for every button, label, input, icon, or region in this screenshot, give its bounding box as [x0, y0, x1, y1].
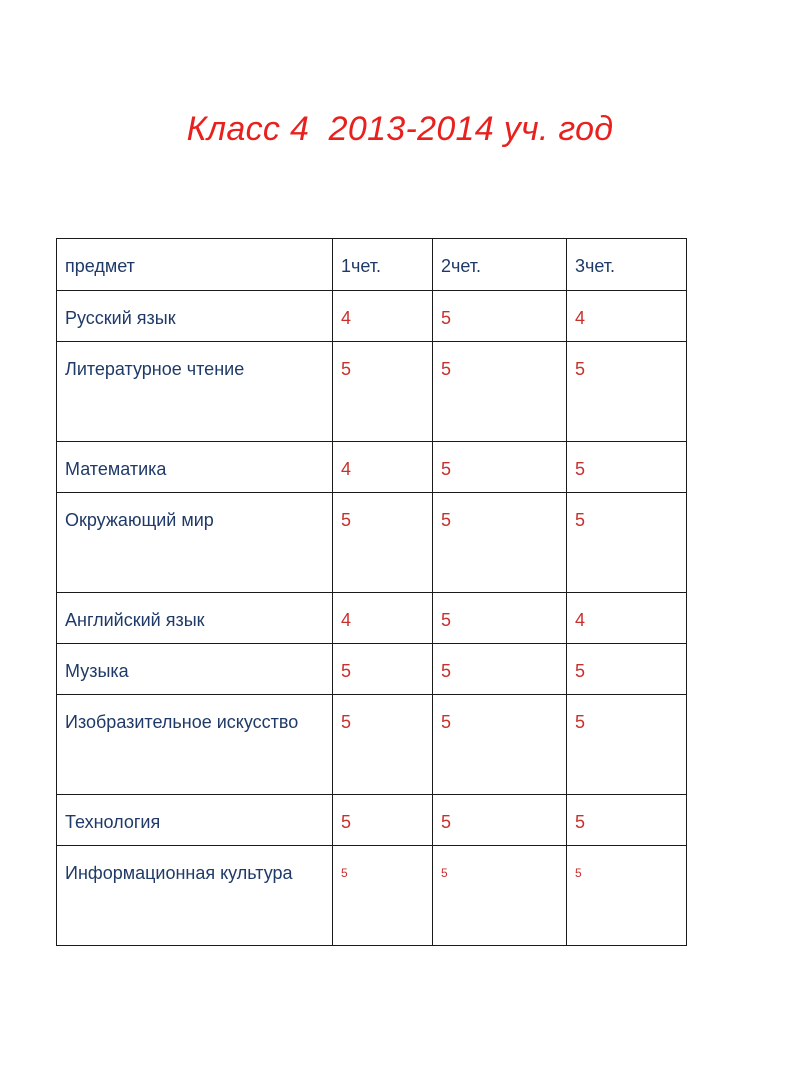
subject-cell: Информационная культура	[57, 846, 333, 946]
table-row	[57, 846, 687, 946]
table-row	[57, 644, 687, 695]
grade-cell: 5	[567, 846, 687, 946]
header-quarter-2: 2чет.	[433, 239, 567, 291]
table-header-row	[57, 239, 687, 291]
subject-cell: Английский язык	[57, 593, 333, 644]
grade-cell: 5	[567, 695, 687, 795]
grade-cell: 4	[567, 291, 687, 342]
grade-cell: 5	[433, 442, 567, 493]
grade-cell: 4	[333, 442, 433, 493]
table-row	[57, 795, 687, 846]
grade-cell: 5	[567, 342, 687, 442]
table-row	[57, 442, 687, 493]
table-row	[57, 695, 687, 795]
header-subject: предмет	[57, 239, 333, 291]
subject-cell: Окружающий мир	[57, 493, 333, 593]
subject-cell: Русский язык	[57, 291, 333, 342]
grade-cell: 5	[433, 342, 567, 442]
grade-cell: 5	[433, 493, 567, 593]
grade-cell: 5	[433, 846, 567, 946]
grade-cell: 5	[333, 846, 433, 946]
subject-cell: Литературное чтение	[57, 342, 333, 442]
grade-cell: 5	[567, 442, 687, 493]
grade-cell: 5	[433, 291, 567, 342]
grade-cell: 5	[433, 795, 567, 846]
grade-cell: 5	[567, 493, 687, 593]
grade-cell: 5	[567, 795, 687, 846]
grade-cell: 5	[333, 342, 433, 442]
grade-cell: 4	[333, 593, 433, 644]
header-quarter-3: 3чет.	[567, 239, 687, 291]
grades-table	[56, 238, 687, 946]
grade-cell: 5	[333, 795, 433, 846]
table-row	[57, 593, 687, 644]
table-row	[57, 493, 687, 593]
table-row	[57, 342, 687, 442]
subject-cell: Изобразительное искусство	[57, 695, 333, 795]
subject-cell: Технология	[57, 795, 333, 846]
table-row	[57, 291, 687, 342]
header-quarter-1: 1чет.	[333, 239, 433, 291]
subject-cell: Музыка	[57, 644, 333, 695]
grade-cell: 5	[333, 644, 433, 695]
grade-cell: 5	[333, 493, 433, 593]
page-title: Класс 4 2013-2014 уч. год	[186, 110, 614, 148]
grade-cell: 5	[433, 695, 567, 795]
grade-cell: 4	[333, 291, 433, 342]
grade-cell: 5	[433, 593, 567, 644]
grade-cell: 4	[567, 593, 687, 644]
grade-cell: 5	[567, 644, 687, 695]
grade-cell: 5	[433, 644, 567, 695]
subject-cell: Математика	[57, 442, 333, 493]
grade-cell: 5	[333, 695, 433, 795]
